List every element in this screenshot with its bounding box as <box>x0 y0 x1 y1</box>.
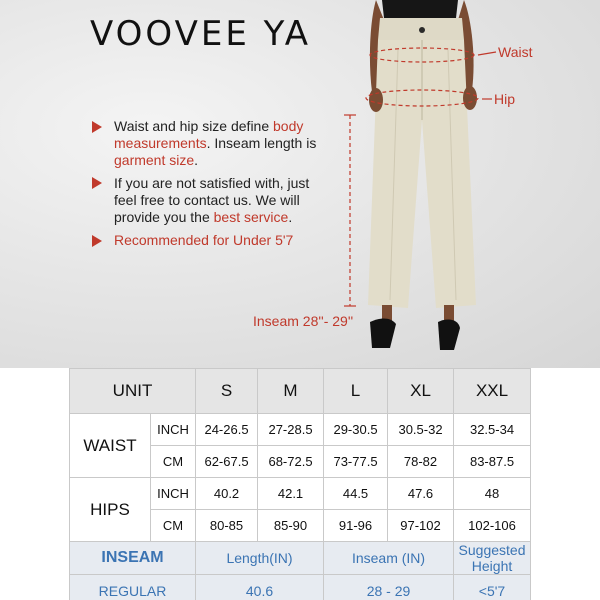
table-cell: 40.2 <box>196 478 258 510</box>
table-cell: 102-106 <box>454 510 531 542</box>
unit-inch-cell: INCH <box>151 478 196 510</box>
table-cell: 85-90 <box>258 510 324 542</box>
size-header-xl: XL <box>388 369 454 414</box>
size-header-s: S <box>196 369 258 414</box>
table-cell: 83-87.5 <box>454 446 531 478</box>
waist-label-cell: WAIST <box>70 414 151 478</box>
inseam-header-row <box>70 542 531 575</box>
inseam-label: Inseam 28''- 29'' <box>253 313 354 329</box>
hips-inch-row <box>70 478 531 510</box>
table-cell: 32.5-34 <box>454 414 531 446</box>
size-header-row <box>70 369 531 414</box>
note-measurements: Waist and hip size define body measurements. Inseam length is garment size. <box>114 118 317 168</box>
model-pants-image <box>330 0 500 368</box>
size-table <box>69 368 531 600</box>
height-header-cell: Suggested Height <box>454 542 531 575</box>
note-recommended-height: Recommended for Under 5'7 <box>114 232 294 248</box>
triangle-bullet-icon <box>90 234 104 248</box>
regular-row <box>70 575 531 600</box>
regular-label-cell: REGULAR <box>70 575 196 600</box>
length-header-cell: Length(IN) <box>196 542 324 575</box>
regular-inseam-cell: 28 - 29 <box>324 575 454 600</box>
unit-inch-cell: INCH <box>151 414 196 446</box>
brand-logo: VOOVEE YA <box>90 14 312 54</box>
waist-label: Waist <box>498 44 533 60</box>
table-cell: 42.1 <box>258 478 324 510</box>
hip-label: Hip <box>494 91 516 107</box>
waist-inch-row <box>70 414 531 446</box>
table-cell: 68-72.5 <box>258 446 324 478</box>
table-cell: 73-77.5 <box>324 446 388 478</box>
table-cell: 78-82 <box>388 446 454 478</box>
size-header-xxl: XXL <box>454 369 531 414</box>
inseam-header-cell: Inseam (IN) <box>324 542 454 575</box>
triangle-bullet-icon <box>90 176 104 190</box>
table-cell: 47.6 <box>388 478 454 510</box>
table-cell: 48 <box>454 478 531 510</box>
regular-length-cell: 40.6 <box>196 575 324 600</box>
unit-header: UNIT <box>70 369 196 414</box>
unit-cm-cell: CM <box>151 446 196 478</box>
table-cell: 44.5 <box>324 478 388 510</box>
table-cell: 24-26.5 <box>196 414 258 446</box>
unit-cm-cell: CM <box>151 510 196 542</box>
table-cell: 29-30.5 <box>324 414 388 446</box>
table-cell: 30.5-32 <box>388 414 454 446</box>
table-cell: 91-96 <box>324 510 388 542</box>
table-cell: 62-67.5 <box>196 446 258 478</box>
table-cell: 27-28.5 <box>258 414 324 446</box>
size-header-l: L <box>324 369 388 414</box>
inseam-label-cell: INSEAM <box>70 542 196 575</box>
regular-height-cell: <5'7 <box>454 575 531 600</box>
table-cell: 97-102 <box>388 510 454 542</box>
size-header-m: M <box>258 369 324 414</box>
triangle-bullet-icon <box>90 120 104 134</box>
table-cell: 80-85 <box>196 510 258 542</box>
hips-label-cell: HIPS <box>70 478 151 542</box>
note-contact: If you are not satisfied with, just feel free to contact us. We will provide you the best service. <box>114 175 310 225</box>
